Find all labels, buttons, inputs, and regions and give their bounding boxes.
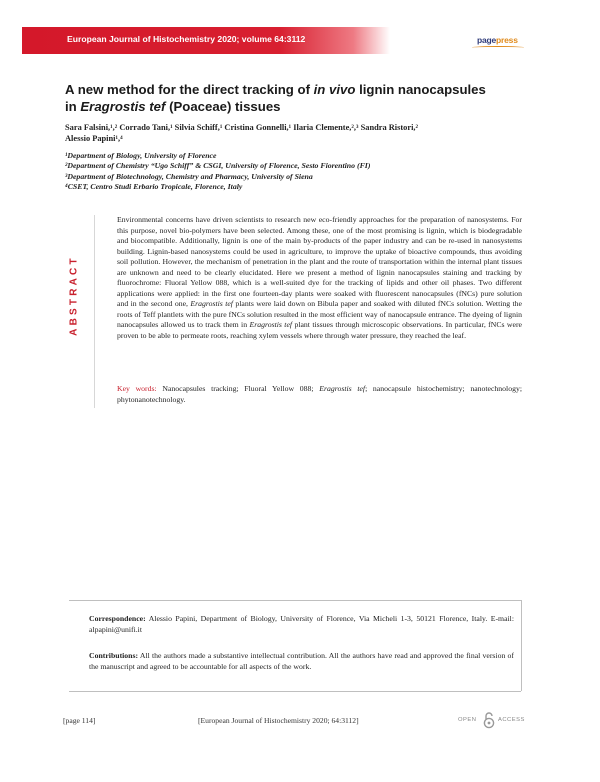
- title-text: lignin nanocapsules: [355, 82, 486, 97]
- abstract-text: Environmental concerns have driven scientists to research new eco-friendly approaches for the preparation of nanosystems. For this purpose, novel bio-polymers have been selected. Among these, one of the most promising is lignin, which is biodegradable and biocompatible. Additionally, lignin is one of the main by-products of the paper industry and can be re-used in nanosystems building. Lignin-based nanosystems could be used in agriculture, to improve the uptake of bioactive compounds, thus avoiding soil pollution. However, the mechanism of penetration in the plant and the route of transportation within the internal plant tissues are unknown and need to be clearly elucidated. Here we present a method of lignin nanocapsules staining and tracking by fluorochrome: Fluoral Yellow 088, which is a well-suited dye for the tracking of lipids and other oil phases. Two different applications were applied: in the first one fourteen-day plants were soaked with fluorescent nanocapsules (fNCs) pure solution and in the second one,: [117, 215, 522, 308]
- article-title: [65, 81, 525, 115]
- contributions-label: Contributions:: [89, 651, 139, 660]
- logo-swoosh: [472, 46, 524, 49]
- page-number: [page 114]: [63, 716, 96, 725]
- keywords-text: ; nanocapsule histochemistry; nanotechnology; phytonanotechnology.: [117, 384, 522, 404]
- contributions: [89, 651, 514, 672]
- affiliation: ²Department of Chemistry “Ugo Schiff” & CSGI, University of Florence, Sesto Fiorentino (FI): [65, 161, 371, 171]
- correspondence: [89, 614, 514, 635]
- abstract-label: [56, 250, 86, 346]
- title-text: (Poaceae) tissues: [165, 99, 281, 114]
- abstract-label-text: ABSTRACT: [68, 255, 80, 336]
- abstract-italic: Eragrostis tef: [249, 320, 293, 329]
- box-top-line: [69, 600, 521, 601]
- correspondence-label: Correspondence:: [89, 614, 146, 623]
- logo-prefix: page: [477, 35, 497, 45]
- abstract-divider: [94, 215, 95, 408]
- authors: [65, 122, 535, 144]
- footer-citation: [European Journal of Histochemistry 2020; 64:3112]: [198, 716, 359, 725]
- affiliation: ⁴CSET, Centro Studi Erbario Tropicale, Florence, Italy: [65, 181, 243, 191]
- logo-suffix: press: [496, 35, 518, 45]
- box-right-line: [521, 600, 522, 691]
- correspondence-text: Alessio Papini, Department of Biology, University of Florence, Via Micheli 1-3, 50121 Florence, Italy. E-mail: alpapini@unifi.it: [89, 614, 514, 634]
- keywords-label: Key words:: [117, 384, 157, 393]
- affiliations: [65, 151, 535, 192]
- abstract-italic: Eragrostis tef: [190, 299, 233, 308]
- oa-access-text: ACCESS: [498, 717, 525, 723]
- affiliation: ¹Department of Biology, University of Florence: [65, 151, 217, 160]
- authors-line: Sara Falsini,¹,² Corrado Tani,¹ Silvia Schiff,¹ Cristina Gonnelli,¹ Ilaria Clemente,²,³ Sandra Ristori,²: [65, 123, 419, 132]
- keywords-italic: Eragrostis tef: [319, 384, 366, 393]
- keywords-text: Nanocapsules tracking; Fluoral Yellow 088;: [156, 384, 320, 393]
- abstract-text: plant tissues through microscopic observations. In particular, fNCs were proven to be able to permeate roots, reaching xylem vessels where through water pressure, they reached the leaf.: [117, 320, 522, 340]
- authors-line: Alessio Papini¹,⁴: [65, 134, 123, 143]
- affiliation: ³Department of Biotechnology, Chemistry and Pharmacy, University of Siena: [65, 171, 313, 181]
- contributions-text: All the authors made a substantive intellectual contribution. All the authors have read and approved the final version of the manuscript and agreed to be accountable for all aspects of the work.: [89, 651, 514, 671]
- oa-open-text: OPEN: [458, 717, 477, 723]
- abstract-body: [117, 215, 522, 341]
- title-italic: Eragrostis tef: [80, 99, 166, 114]
- title-text: in: [65, 99, 81, 114]
- open-access-lock-icon: [482, 711, 496, 729]
- box-bottom-line: [69, 691, 521, 692]
- abstract-text: plants were laid down on Bibula paper and soaked with diluted fNCs solution. Wetting the roots of Teff plantlets with the pure fNCs solution resulted in the most efficient way of nanocapsule entrance. The dyeing of lignin nanocapsules allowed us to track them in: [117, 299, 522, 329]
- open-access-badge: [458, 711, 524, 729]
- keywords: [117, 384, 522, 405]
- journal-banner-text: European Journal of Histochemistry 2020; volume 64:3112: [67, 34, 306, 44]
- title-text: A new method for the direct tracking of: [65, 82, 314, 97]
- logo-text: [477, 35, 518, 45]
- pagepress-logo: [472, 33, 524, 51]
- title-italic: in vivo: [313, 82, 356, 97]
